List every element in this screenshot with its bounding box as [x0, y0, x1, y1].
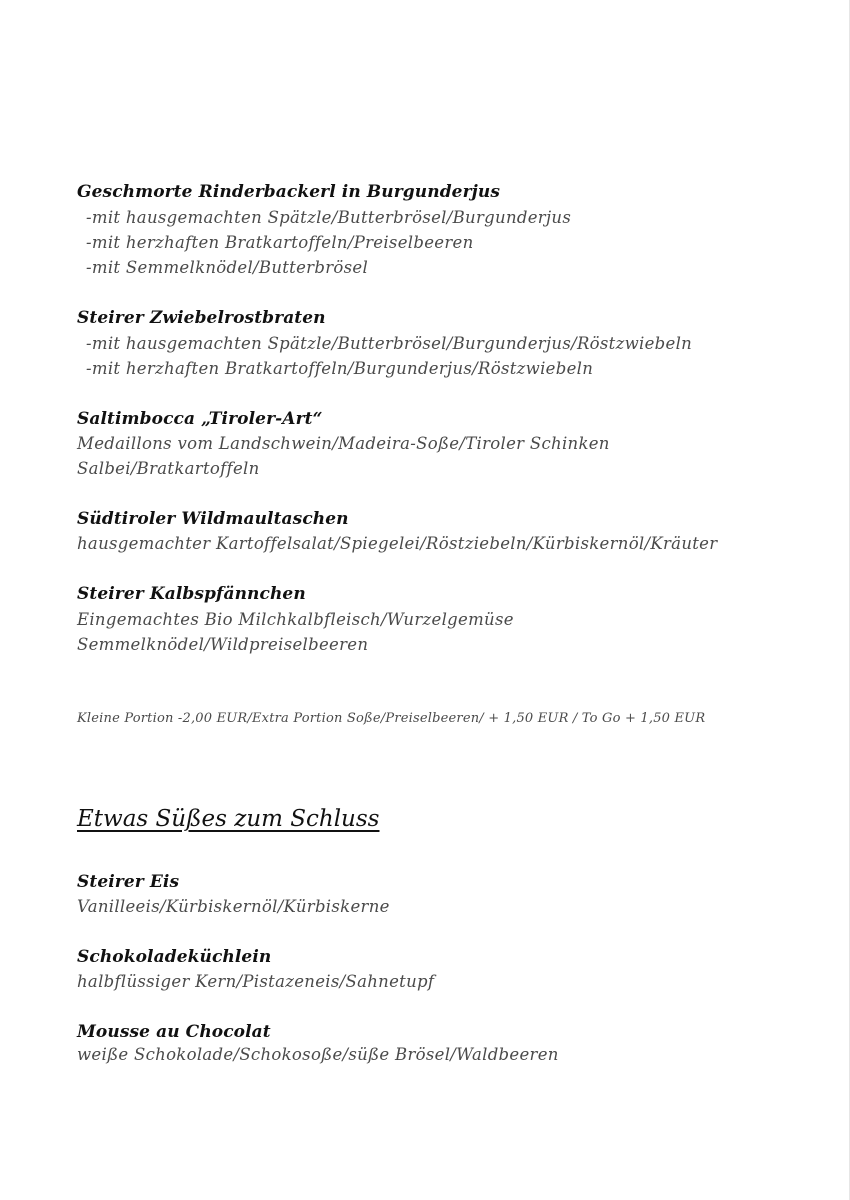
dish-title-zwiebelrostbraten: Steirer Zwiebelrostbraten [77, 308, 326, 328]
dish-line: -mit herzhaften Bratkartoffeln/Burgunderjus/Röstzwiebeln [86, 359, 594, 378]
dish-title-saltimbocca: Saltimbocca „Tiroler-Art“ [77, 409, 323, 429]
dessert-line: weiße Schokolade/Schokosoße/süße Brösel/Waldbeeren [77, 1045, 559, 1064]
dish-line: hausgemachter Kartoffelsalat/Spiegelei/Röstziebeln/Kürbiskernöl/Kräuter [77, 534, 718, 553]
dessert-line: halbflüssiger Kern/Pistazeneis/Sahnetupf [77, 972, 435, 991]
dish-line: Eingemachtes Bio Milchkalbfleisch/Wurzelgemüse [77, 610, 514, 629]
dish-line: Salbei/Bratkartoffeln [77, 459, 260, 478]
dish-line: -mit hausgemachten Spätzle/Butterbrösel/Burgunderjus [86, 208, 572, 227]
dessert-section-heading: Etwas Süßes zum Schluss [77, 806, 380, 832]
dish-title-kalbspfaennchen: Steirer Kalbspfännchen [77, 584, 306, 604]
dessert-title-mousse: Mousse au Chocolat [77, 1022, 271, 1042]
dish-line: -mit herzhaften Bratkartoffeln/Preiselbeeren [86, 233, 474, 252]
portion-price-note: Kleine Portion -2,00 EUR/Extra Portion Soße/Preiselbeeren/ + 1,50 EUR / To Go + 1,50 EUR [77, 711, 706, 726]
dessert-line: Vanilleeis/Kürbiskernöl/Kürbiskerne [77, 897, 390, 916]
dish-title-rinderbackerl: Geschmorte Rinderbackerl in Burgunderjus [77, 182, 501, 202]
dish-line: -mit Semmelknödel/Butterbrösel [86, 258, 369, 277]
dish-title-wildmaultaschen: Südtiroler Wildmaultaschen [77, 509, 349, 529]
dish-line: Medaillons vom Landschwein/Madeira-Soße/Tiroler Schinken [77, 434, 610, 453]
dish-line: Semmelknödel/Wildpreiselbeeren [77, 635, 369, 654]
dish-line: -mit hausgemachten Spätzle/Butterbrösel/Burgunderjus/Röstzwiebeln [86, 334, 693, 353]
dessert-title-kuechlein: Schokoladeküchlein [77, 947, 272, 967]
dessert-title-eis: Steirer Eis [77, 872, 180, 892]
